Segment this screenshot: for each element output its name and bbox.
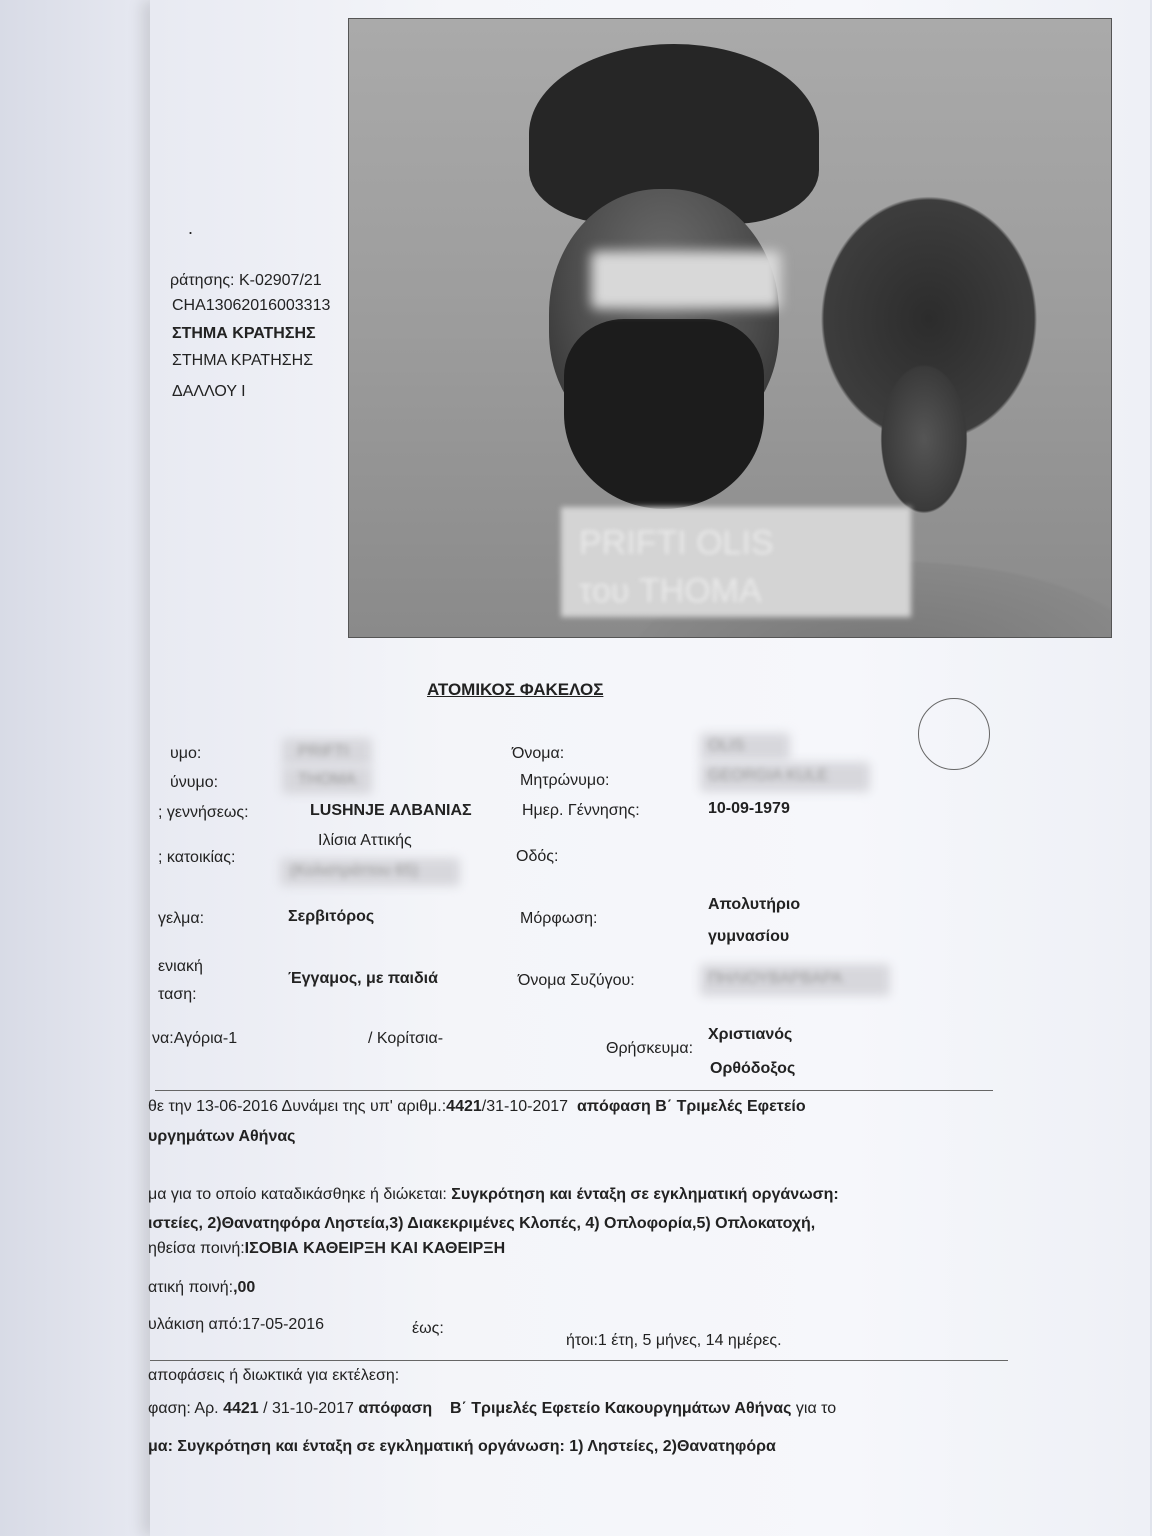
religion-value-line2: Ορθόδοξος bbox=[710, 1060, 796, 1077]
punch-hole-circle bbox=[918, 698, 990, 770]
surname-value: PRIFTI bbox=[298, 743, 349, 760]
sentence-value: ΙΣΟΒΙΑ ΚΑΘΕΙΡΞΗ ΚΑΙ ΚΑΘΕΙΡΞΗ bbox=[244, 1240, 506, 1257]
birthdate-label: Ημερ. Γέννησης: bbox=[522, 802, 640, 819]
fathername-label: ύνυμο: bbox=[170, 774, 219, 791]
other-penalty-label: ατική ποινή: bbox=[148, 1279, 234, 1296]
residence-label: ; κατοικίας: bbox=[158, 849, 236, 866]
execution-for: για το bbox=[795, 1400, 837, 1417]
other-penalty-value: ,00 bbox=[233, 1279, 256, 1296]
photo-caption-line1: PRIFTI OLIS bbox=[579, 524, 774, 562]
decision-date: /31-10-2017 bbox=[481, 1098, 569, 1115]
facility-name: ΣΤΗΜΑ ΚΡΑΤΗΣΗΣ bbox=[172, 352, 314, 369]
crime-heading: Συγκρότηση και ένταξη σε εγκληματική οργάνωση: bbox=[451, 1186, 839, 1203]
street-value: (Κολιστράττου 65) bbox=[290, 862, 419, 879]
facility-heading: ΣΤΗΜΑ ΚΡΑΤΗΣΗΣ bbox=[172, 325, 316, 342]
photo-caption bbox=[579, 519, 774, 615]
detention-line1 bbox=[148, 1098, 806, 1116]
family-status-label-line2: ταση: bbox=[158, 986, 197, 1003]
name-label: Όνομα: bbox=[512, 745, 565, 762]
court-name-part2: υργημάτων Αθήνας bbox=[148, 1128, 296, 1145]
document-title: ΑΤΟΜΙΚΟΣ ΦΑΚΕΛΟΣ bbox=[427, 680, 604, 699]
education-value-line1: Απολυτήριο bbox=[708, 896, 801, 913]
detention-date-text: θε την 13-06-2016 Δυνάμει της υπ' αριθμ.: bbox=[148, 1098, 447, 1115]
fathername-value: THOMA bbox=[298, 771, 356, 788]
crime-label: μα για το οποίο καταδικάσθηκε ή διώκεται: bbox=[148, 1186, 447, 1203]
execution-heading: αποφάσεις ή διωκτικά για εκτέλεση: bbox=[148, 1367, 400, 1384]
custody-from: υλάκιση από:17-05-2016 bbox=[148, 1316, 325, 1333]
execution-decision-label: φαση: Αρ. bbox=[148, 1400, 219, 1417]
spouse-value: ΠΗΛΙΟΥΒΑΡΒΑΡΑ bbox=[708, 970, 843, 987]
crime-line1 bbox=[148, 1186, 839, 1204]
execution-line2 bbox=[148, 1400, 836, 1418]
facility-wing: ΔΑΛΛΟΥ Ι bbox=[172, 383, 246, 400]
birthplace-label: ; γεννήσεως: bbox=[158, 804, 249, 821]
dot-mark: . bbox=[188, 218, 194, 238]
education-value-line2: γυμνασίου bbox=[708, 928, 790, 945]
execution-decision-word: απόφαση bbox=[358, 1400, 433, 1417]
custody-duration: ήτοι:1 έτη, 5 μήνες, 14 ημέρες. bbox=[566, 1332, 782, 1349]
photo-beard bbox=[564, 319, 764, 509]
photo-caption-line2: του THOMA bbox=[579, 572, 762, 610]
detention-number: ράτησης: Κ-02907/21 bbox=[170, 272, 322, 289]
residence-city: Ιλίσια Αττικής bbox=[318, 832, 412, 849]
family-status-value: Έγγαμος, με παιδιά bbox=[288, 970, 438, 987]
mothername-value: GEORGIA KULE bbox=[708, 767, 829, 784]
court-name-part1: απόφαση Β΄ Τριμελές Εφετείο bbox=[576, 1098, 806, 1115]
family-status-label-line1: ενιακή bbox=[158, 958, 203, 975]
children-boys: να:Αγόρια-1 bbox=[152, 1030, 238, 1047]
children-girls: / Κορίτσια- bbox=[368, 1030, 444, 1047]
other-penalty-line bbox=[148, 1279, 255, 1297]
spouse-label: Όνομα Συζύγου: bbox=[518, 972, 635, 989]
religion-value-line1: Χριστιανός bbox=[708, 1026, 793, 1043]
religion-label: Θρήσκευμα: bbox=[606, 1040, 694, 1057]
sentence-label: ηθείσα ποινή: bbox=[148, 1240, 245, 1257]
decision-number: 4421 bbox=[446, 1098, 482, 1115]
mothername-label: Μητρώνυμο: bbox=[520, 772, 610, 789]
occupation-label: γελμα: bbox=[158, 910, 205, 927]
mugshot-photo bbox=[348, 18, 1112, 638]
record-code: CHA13062016003313 bbox=[172, 297, 331, 314]
eye-redaction bbox=[591, 251, 781, 309]
execution-decision-number: 4421 bbox=[223, 1400, 259, 1417]
crime-line2: ιστείες, 2)Θανατηφόρα Ληστεία,3) Διακεκριμένες Κλοπές, 4) Οπλοφορία,5) Οπλοκατοχή, bbox=[148, 1215, 816, 1232]
divider-2 bbox=[150, 1360, 1008, 1361]
execution-line3: μα: Συγκρότηση και ένταξη σε εγκληματική οργάνωση: 1) Ληστείες, 2)Θανατηφόρα bbox=[148, 1438, 776, 1455]
education-label: Μόρφωση: bbox=[520, 910, 598, 927]
birthdate-value: 10-09-1979 bbox=[708, 800, 790, 817]
street-label: Οδός: bbox=[516, 848, 559, 865]
divider-1 bbox=[155, 1090, 993, 1091]
sentence-line bbox=[148, 1240, 505, 1258]
execution-decision-date: / 31-10-2017 bbox=[263, 1400, 354, 1417]
execution-court: Β΄ Τριμελές Εφετείο Κακουργημάτων Αθήνας bbox=[449, 1400, 792, 1417]
name-value: OLIS bbox=[708, 737, 745, 754]
surname-label: υμο: bbox=[170, 745, 202, 762]
occupation-value: Σερβιτόρος bbox=[288, 908, 375, 925]
page-underlay bbox=[0, 0, 160, 1536]
custody-until: έως: bbox=[412, 1320, 444, 1337]
birthplace-value: LUSHNJE ΑΛΒΑΝΙΑΣ bbox=[310, 802, 472, 819]
